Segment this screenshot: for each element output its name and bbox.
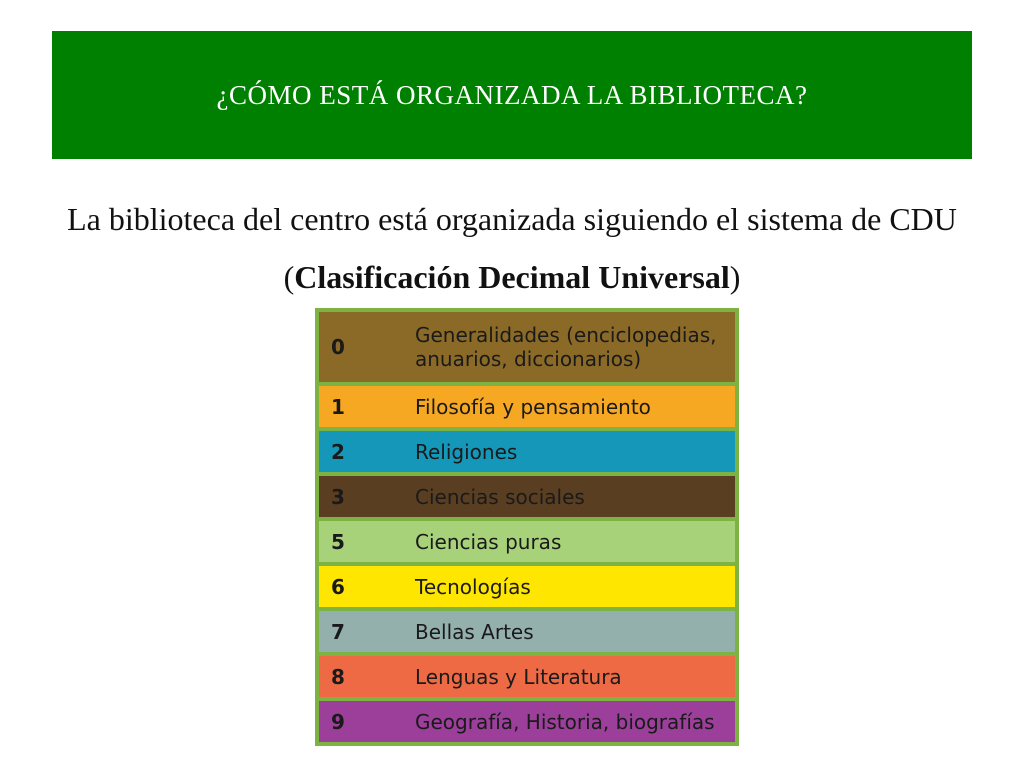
- cdu-number: 9: [331, 709, 345, 734]
- cdu-label: Filosofía y pensamiento: [415, 394, 651, 419]
- intro-text-after: ): [729, 259, 741, 295]
- cdu-number: 5: [331, 529, 345, 554]
- cdu-row: [319, 476, 735, 517]
- cdu-classification-table: [315, 308, 739, 746]
- intro-paragraph: [30, 190, 994, 306]
- cdu-number: 6: [331, 574, 345, 599]
- cdu-number: 0: [331, 335, 345, 359]
- title-bar: [52, 31, 972, 159]
- cdu-label: Lenguas y Literatura: [415, 664, 622, 689]
- cdu-row: [319, 521, 735, 562]
- cdu-label: Ciencias sociales: [415, 484, 585, 509]
- cdu-number: 2: [331, 439, 345, 464]
- cdu-number: 8: [331, 664, 345, 689]
- cdu-row: [319, 386, 735, 427]
- cdu-row: [319, 611, 735, 652]
- cdu-row: [319, 431, 735, 472]
- cdu-row: [319, 312, 735, 382]
- cdu-row: [319, 566, 735, 607]
- cdu-label: Bellas Artes: [415, 619, 534, 644]
- slide-title: ¿CÓMO ESTÁ ORGANIZADA LA BIBLIOTECA?: [216, 79, 808, 110]
- intro-text-before: La biblioteca del centro está organizada siguiendo el sistema de CDU (: [67, 201, 957, 295]
- cdu-row: [319, 656, 735, 697]
- cdu-label: Geografía, Historia, biografías: [415, 709, 715, 734]
- intro-text-bold: Clasificación Decimal Universal: [294, 259, 730, 295]
- cdu-number: 3: [331, 484, 345, 509]
- cdu-label: Ciencias puras: [415, 529, 562, 554]
- cdu-number: 1: [331, 394, 345, 419]
- cdu-label: Generalidades (enciclopedias, anuarios, diccionarios): [415, 323, 717, 371]
- cdu-number: 7: [331, 619, 345, 644]
- cdu-row: [319, 701, 735, 742]
- cdu-label: Tecnologías: [415, 574, 531, 599]
- cdu-label: Religiones: [415, 439, 518, 464]
